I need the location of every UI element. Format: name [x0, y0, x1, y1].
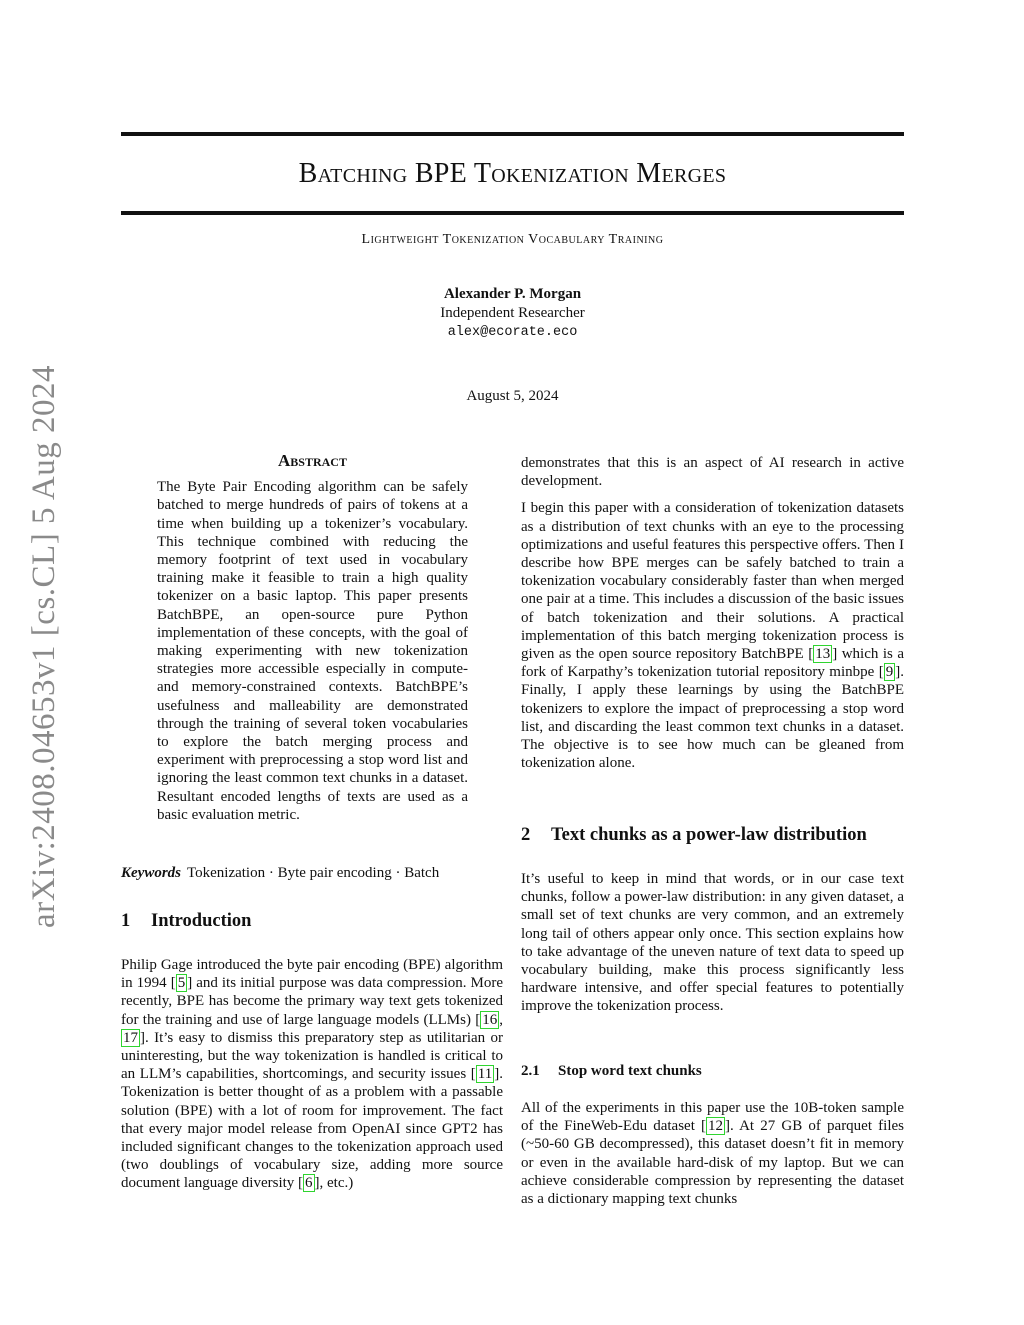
title-top-rule: [121, 132, 904, 136]
paper-subtitle: Lightweight Tokenization Vocabulary Training: [361, 232, 664, 247]
keywords-label: Keywords: [121, 865, 181, 881]
abstract-text: The Byte Pair Encoding algorithm can be safely batched to merge hundreds of pairs of tokens at a time when building up a tokenizer’s vocabulary. This technique combined with reducing the memory footprint of text used in vocabulary training make it feasible to train a high quality tokenizer on a basic laptop. This paper presents BatchBPE, an open-source pure Python implementation of these concepts, with the goal of making experimenting with new tokenization strategies more accessible especially in compute- and memory-constrained contexts. BatchBPE’s usefulness and malleability are demonstrated through the training of several token vocabularies to explore the batch merging process and experiment with preprocessing a stop word list and ignoring the least common text chunks in a dataset. Resultant encoded lengths of texts are used as a basic evaluation metric.: [157, 479, 468, 823]
section-2-1-number: 2.1: [521, 1063, 540, 1079]
section-2-number: 2: [521, 825, 531, 845]
abstract-heading: Abstract: [278, 451, 347, 470]
section-1-title: Introduction: [151, 911, 252, 931]
section-2-body: [521, 870, 904, 1016]
section-1-body: [121, 956, 503, 1193]
section-2-1-body: [521, 1099, 904, 1208]
citation-link[interactable]: 9: [885, 664, 894, 681]
citation-link[interactable]: 11: [477, 1066, 493, 1083]
section-1-number: 1: [121, 911, 131, 931]
section-1-continued: [521, 454, 904, 772]
section-1-heading: [121, 911, 251, 932]
section-2-title: Text chunks as a power-law distribution: [551, 825, 867, 845]
section-2-paragraph: It’s useful to keep in mind that words, or in our case text chunks, follow a power-law distribution: in any given dataset, a small set of text chunks are very common, and an extremely long tail of others appear only once. This section explains how to take advantage of the uneven nature of text data to speed up vocabulary building, make this process significantly less hardware intensive, and offer special features to potentially improve the tokenization process.: [521, 871, 904, 1015]
author-email[interactable]: alex@ecorate.eco: [447, 325, 578, 340]
citation-link[interactable]: 5: [177, 975, 186, 992]
citation-link[interactable]: 12: [708, 1118, 724, 1135]
arxiv-identifier: arXiv:2408.04653v1 [cs.CL] 5 Aug 2024: [26, 365, 62, 928]
title-bottom-rule: [121, 211, 904, 215]
citation-link[interactable]: 6: [305, 1175, 313, 1192]
author-name: Alexander P. Morgan: [443, 286, 582, 302]
section-2-1-paragraph: All of the experiments in this paper use the 10B-token sample of the FineWeb-Edu dataset [ 12 ]. At 27 GB of parquet files (~50-60 GB decompressed), this dataset doesn’t fit in memory or even in the available hard-disk of my laptop. But we can achieve considerable compression by representing the dataset as a dictionary mapping text chunks: [521, 1100, 904, 1208]
section-2-1-heading: [521, 1063, 702, 1080]
keywords-text: Tokenization · Byte pair encoding · Batch: [187, 865, 440, 881]
citation-link[interactable]: 16: [482, 1011, 498, 1028]
citation-link[interactable]: 13: [815, 646, 831, 663]
author-affiliation: Independent Researcher: [440, 305, 585, 321]
section-1-paragraph-2: I begin this paper with a consideration of tokenization datasets as a distribution of text chunks with an eye to the processing optimizations and useful features this perspective offers. Then I describe how BPE merges can be safely batched to train a tokenization vocabulary considerably faster than when merged one pair at a time. This includes a discussion of the basic issues of batch tokenization and their solutions. A practical implementation of this batch merging tokenization process is given as the open source repository BatchBPE [ 13 ] which is a fork of Karpathy’s tokenization tutorial repository minbpe [ 9 ]. Finally, I apply these learnings by using the BatchBPE tokenizers to explore the impact of preprocessing a stop word list, and discarding the least common text chunks in a dataset. The objective is to see how much can be gleaned from tokenization alone.: [521, 500, 904, 772]
section-1-continued-paragraph: demonstrates that this is an aspect of AI research in active development.: [521, 455, 904, 490]
author-block: [121, 285, 904, 342]
abstract: [157, 452, 468, 824]
section-1-paragraph: Philip Gage introduced the byte pair encoding (BPE) algorithm in 1994 [ 5 ] and its initial purpose was data compression. More recently, BPE has become the primary way text gets tokenized for the training and use of large language models (LLMs) [ 16 , 17 ]. It’s easy to dismiss this preparatory step as utilitarian or uninteresting, but the way tokenization is handled is critical to an LLM’s capabilities, shortcomings, and security issues [ 11 ]. Tokenization is better thought of as a problem with a passable solution (BPE) with a lot of room for improvement. The fact that every major model release from OpenAI since GPT2 has included significant changes to the tokenization approach used (two doublings of vocabulary size, adding more source document language diversity [ 6 ], etc.): [121, 957, 503, 1192]
paper-title: Batching BPE Tokenization Merges: [298, 158, 727, 189]
section-2-heading: [521, 825, 867, 846]
section-2-1-title: Stop word text chunks: [558, 1063, 702, 1079]
paper-date: August 5, 2024: [466, 388, 559, 404]
keywords: [121, 865, 501, 882]
citation-link[interactable]: 17: [123, 1029, 138, 1046]
